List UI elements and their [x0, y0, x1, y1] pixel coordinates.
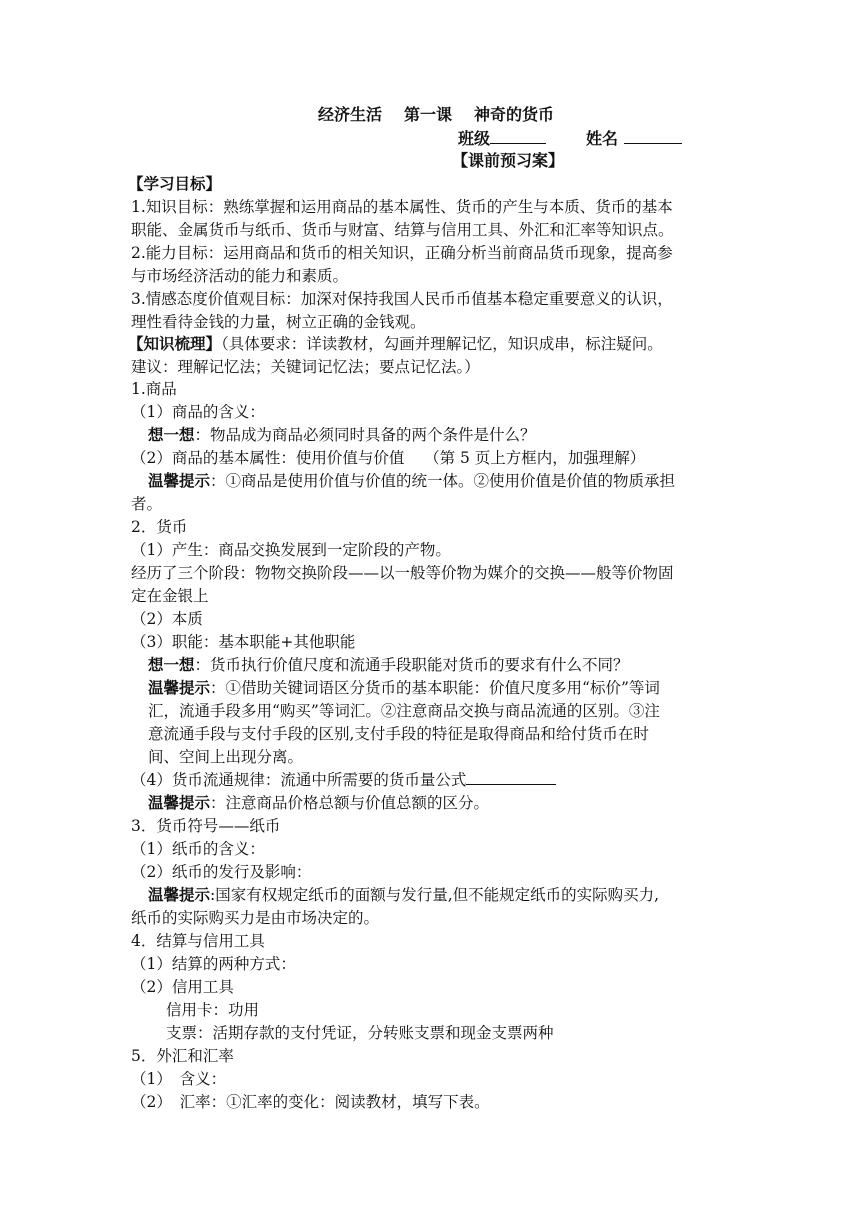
s2-item-1: （1）产生：商品交换发展到一定阶段的产物。 [131, 541, 451, 559]
objective-line: 与市场经济活动的能力和素质。 [131, 267, 349, 285]
objective-line: 2.能力目标：运用商品和货币的相关知识，正确分析当前商品货币现象，提高参 [131, 244, 673, 262]
s1-item-2 [131, 447, 645, 469]
title-topic: 神奇的货币 [474, 105, 555, 124]
title-subject: 经济生活 [318, 105, 383, 124]
s5-item-1: （1） 含义： [131, 1070, 227, 1088]
knowledge-requirements: （具体要求：详读教材，勾画并理解记忆，知识成串，标注疑问。 [221, 335, 663, 353]
s3-item-1: （1）纸币的含义： [131, 840, 265, 858]
name-blank[interactable] [624, 129, 682, 144]
s5-item-2: （2） 汇率：①汇率的变化：阅读教材，填写下表。 [131, 1093, 490, 1111]
s2-tip-cont: 意流通手段与支付手段的区别,支付手段的特征是取得商品和给付货币在时 [148, 725, 649, 743]
s3-tip [148, 884, 659, 906]
page-title [318, 104, 554, 126]
s4-item-1: （1）结算的两种方式： [131, 955, 296, 973]
objective-line: 理性看待金钱的力量，树立正确的金钱观。 [131, 313, 426, 331]
s1-think [148, 424, 536, 446]
s2-stages: 经历了三个阶段：物物交换阶段——以一般等价物为媒介的交换——般等价物固 [131, 564, 674, 582]
tip-text: :国家有权规定纸币的面额与发行量,但不能规定纸币的实际购买力, [210, 886, 660, 904]
s1-item-2-text: （2）商品的基本属性：使用价值与价值 [131, 449, 405, 467]
s2-tip [148, 677, 660, 699]
s2-tip-2 [148, 792, 489, 814]
s1-item-2-note: （第 5 页上方框内，加强理解） [424, 449, 646, 467]
name-label: 姓名 [586, 129, 619, 148]
knowledge-heading: 【知识梳理】 [128, 334, 222, 353]
s2-item-4-text: （4）货币流通规律：流通中所需要的货币量公式 [131, 771, 467, 789]
objective-line: 1.知识目标：熟练掌握和运用商品的基本属性、货币的产生与本质、货币的基本 [131, 198, 673, 216]
formula-blank[interactable] [466, 770, 556, 785]
s2-tip-cont: 间、空间上出现分离。 [148, 748, 304, 766]
knowledge-line [128, 333, 663, 355]
think-label: 想一想 [148, 425, 195, 444]
think-label: 想一想 [148, 655, 195, 674]
class-blank[interactable] [490, 129, 546, 144]
tip-text: ：注意商品价格总额与价值总额的区分。 [210, 794, 490, 812]
tip-label: 温馨提示 [148, 678, 211, 697]
s4-item-2: （2）信用工具 [131, 978, 234, 996]
s2-tip-cont: 汇，流通手段多用“购买”等词汇。②注意商品交换与商品流通的区别。③注 [148, 702, 660, 720]
s2-item-3: （3）职能：基本职能+其他职能 [131, 633, 356, 651]
tip-label: 温馨提示 [148, 471, 211, 490]
class-label: 班级 [458, 129, 491, 148]
preview-heading: 【课前预习案】 [452, 151, 565, 170]
section-1-title: 1.商品 [131, 380, 177, 398]
tip-text: ：①借助关键词语区分货币的基本职能：价值尺度多用“标价”等词 [210, 679, 660, 697]
section-4-title: 4．结算与信用工具 [131, 932, 265, 950]
think-text: ：货币执行价值尺度和流通手段职能对货币的要求有什么不同？ [194, 656, 629, 674]
s2-stages-cont: 定在金银上 [131, 587, 209, 605]
objective-line: 3.情感态度价值观目标：加深对保持我国人民币币值基本稳定重要意义的认识， [131, 290, 673, 308]
tip-label: 温馨提示 [148, 885, 211, 904]
tip-label: 温馨提示 [148, 793, 211, 812]
title-lesson: 第一课 [404, 105, 453, 124]
s4-credit-card: 信用卡：功用 [166, 1001, 260, 1019]
student-info-line [458, 128, 682, 150]
knowledge-suggestion: 建议：理解记忆法；关键词记忆法；要点记忆法。） [131, 358, 480, 376]
think-text: ：物品成为商品必须同时具备的两个条件是什么？ [194, 426, 536, 444]
s1-item-1: （1）商品的含义： [131, 403, 265, 421]
section-5-title: 5．外汇和汇率 [131, 1047, 234, 1065]
objective-line: 职能、金属货币与纸币、货币与财富、结算与信用工具、外汇和汇率等知识点。 [131, 221, 674, 239]
section-2-title: 2．货币 [131, 518, 188, 536]
objectives-heading: 【学习目标】 [128, 174, 222, 193]
s2-item-2: （2）本质 [131, 610, 203, 628]
s2-item-4 [131, 769, 556, 791]
section-3-title: 3．货币符号——纸币 [131, 817, 281, 835]
tip-text: ：①商品是使用价值与价值的统一体。②使用价值是价值的物质承担 [210, 472, 676, 490]
s3-tip-cont: 纸币的实际购买力是由市场决定的。 [131, 909, 380, 927]
s1-tip-cont: 者。 [131, 495, 163, 513]
s4-cheque: 支票：活期存款的支付凭证，分转账支票和现金支票两种 [166, 1024, 554, 1042]
s3-item-2: （2）纸币的发行及影响： [131, 863, 312, 881]
s1-tip [148, 470, 675, 492]
s2-think [148, 654, 629, 676]
